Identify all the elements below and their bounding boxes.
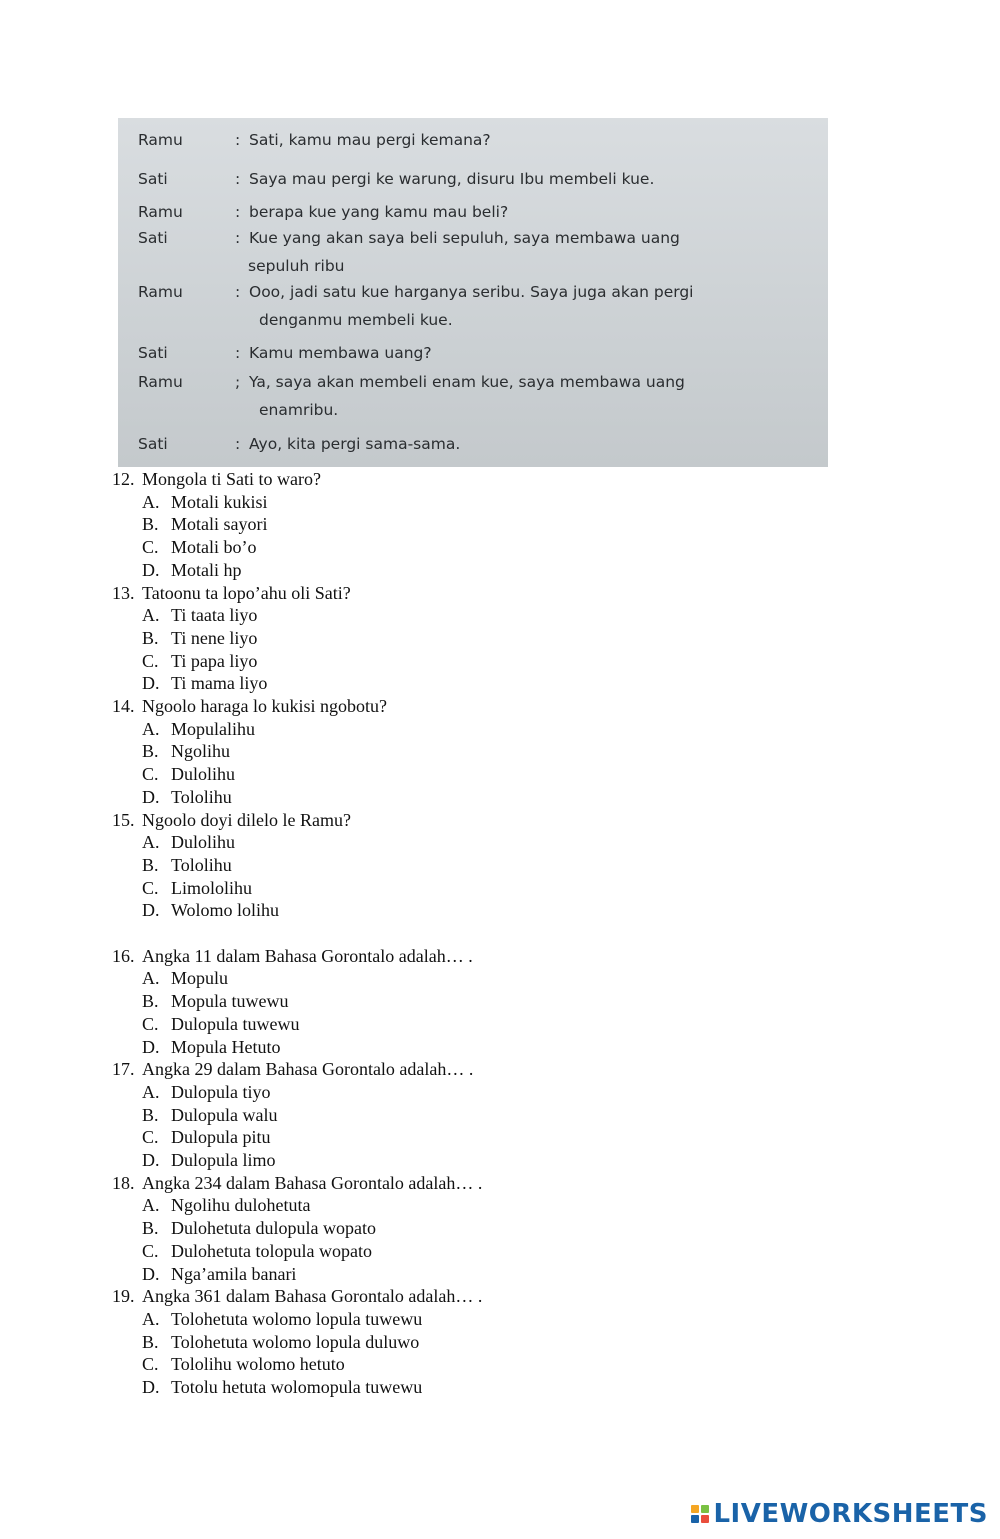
speaker-name: Sati bbox=[138, 435, 168, 453]
logo-square bbox=[691, 1515, 699, 1523]
dialog-text: Ooo, jadi satu kue harganya seribu. Saya juga akan pergi bbox=[249, 283, 694, 301]
question-list bbox=[112, 468, 812, 1399]
question-12 bbox=[112, 468, 812, 491]
option-letter: C. bbox=[142, 1127, 159, 1148]
speaker-colon: : bbox=[235, 283, 241, 301]
option-text: Mopulalihu bbox=[171, 718, 255, 739]
option-letter: C. bbox=[142, 537, 159, 558]
option-letter: D. bbox=[142, 1263, 160, 1284]
option-letter: B. bbox=[142, 1331, 159, 1352]
option-text: Ti mama liyo bbox=[171, 673, 268, 694]
dialog-text: Saya mau pergi ke warung, disuru Ibu membeli kue. bbox=[249, 170, 655, 188]
dialog-text-continued: denganmu membeli kue. bbox=[259, 311, 453, 329]
answer-option[interactable] bbox=[112, 1353, 812, 1376]
question-text: Tatoonu ta lopo’ahu oli Sati? bbox=[142, 582, 351, 603]
option-letter: D. bbox=[142, 1377, 160, 1398]
answer-option[interactable] bbox=[112, 1013, 812, 1036]
brand-text: LIVEWORKSHEETS bbox=[713, 1499, 988, 1529]
answer-option[interactable] bbox=[112, 786, 812, 809]
option-letter: A. bbox=[142, 491, 160, 512]
speaker-name: Sati bbox=[138, 344, 168, 362]
answer-option[interactable] bbox=[112, 740, 812, 763]
answer-option[interactable] bbox=[112, 763, 812, 786]
option-letter: C. bbox=[142, 1013, 159, 1034]
answer-option[interactable] bbox=[112, 1308, 812, 1331]
speaker-name: Sati bbox=[138, 229, 168, 247]
answer-option[interactable] bbox=[112, 1194, 812, 1217]
answer-option[interactable] bbox=[112, 1036, 812, 1059]
logo-square bbox=[701, 1505, 709, 1513]
answer-option[interactable] bbox=[112, 1149, 812, 1172]
question-15 bbox=[112, 809, 812, 832]
option-text: Dulolihu bbox=[171, 832, 236, 853]
option-text: Ngolihu bbox=[171, 741, 231, 762]
option-text: Tololihu wolomo hetuto bbox=[171, 1354, 345, 1375]
option-text: Mopulu bbox=[171, 968, 229, 989]
option-text: Dulopula tiyo bbox=[171, 1081, 271, 1102]
dialog-text-continued: enamribu. bbox=[259, 401, 339, 419]
option-letter: C. bbox=[142, 650, 159, 671]
option-letter: D. bbox=[142, 559, 160, 580]
answer-option[interactable] bbox=[112, 831, 812, 854]
answer-option[interactable] bbox=[112, 1081, 812, 1104]
option-text: Mopula Hetuto bbox=[171, 1036, 281, 1057]
option-text: Wolomo lolihu bbox=[171, 900, 280, 921]
speaker-colon: : bbox=[235, 203, 241, 221]
answer-option[interactable] bbox=[112, 877, 812, 900]
option-text: Tolohetuta wolomo lopula duluwo bbox=[171, 1331, 420, 1352]
option-letter: D. bbox=[142, 1150, 160, 1171]
question-18 bbox=[112, 1172, 812, 1195]
option-text: Motali bo’o bbox=[171, 537, 257, 558]
option-letter: D. bbox=[142, 900, 160, 921]
dialog-text: berapa kue yang kamu mau beli? bbox=[249, 203, 509, 221]
answer-option[interactable] bbox=[112, 559, 812, 582]
dialog-text: Kamu membawa uang? bbox=[249, 344, 432, 362]
option-text: Tololihu bbox=[171, 786, 232, 807]
answer-option[interactable] bbox=[112, 672, 812, 695]
answer-option[interactable] bbox=[112, 1217, 812, 1240]
option-text: Tololihu bbox=[171, 854, 232, 875]
question-text: Angka 29 dalam Bahasa Gorontalo adalah… . bbox=[142, 1059, 474, 1080]
speaker-colon: : bbox=[235, 170, 241, 188]
option-text: Ti nene liyo bbox=[171, 627, 258, 648]
option-letter: D. bbox=[142, 1036, 160, 1057]
speaker-colon: ; bbox=[235, 373, 241, 391]
option-text: Dulopula limo bbox=[171, 1150, 276, 1171]
logo-square bbox=[701, 1515, 709, 1523]
option-letter: C. bbox=[142, 764, 159, 785]
question-13 bbox=[112, 582, 812, 605]
question-19 bbox=[112, 1285, 812, 1308]
answer-option[interactable] bbox=[112, 1126, 812, 1149]
answer-option[interactable] bbox=[112, 650, 812, 673]
question-16 bbox=[112, 945, 812, 968]
answer-option[interactable] bbox=[112, 491, 812, 514]
question-text: Angka 11 dalam Bahasa Gorontalo adalah… . bbox=[142, 945, 473, 966]
option-text: Dulohetuta dulopula wopato bbox=[171, 1218, 376, 1239]
answer-option[interactable] bbox=[112, 536, 812, 559]
question-number: 14. bbox=[112, 696, 135, 717]
option-letter: D. bbox=[142, 786, 160, 807]
question-number: 16. bbox=[112, 945, 135, 966]
answer-option[interactable] bbox=[112, 990, 812, 1013]
option-letter: B. bbox=[142, 514, 159, 535]
option-letter: C. bbox=[142, 1240, 159, 1261]
dialog-text: Ayo, kita pergi sama-sama. bbox=[249, 435, 461, 453]
spacer bbox=[112, 922, 812, 945]
option-text: Ngolihu dulohetuta bbox=[171, 1195, 311, 1216]
dialog-text: Ya, saya akan membeli enam kue, saya membawa uang bbox=[249, 373, 685, 391]
option-text: Dulopula pitu bbox=[171, 1127, 271, 1148]
option-letter: A. bbox=[142, 968, 160, 989]
speaker-name: Ramu bbox=[138, 203, 183, 221]
question-number: 12. bbox=[112, 469, 135, 489]
dialog-text-continued: sepuluh ribu bbox=[248, 257, 345, 275]
answer-option[interactable] bbox=[112, 718, 812, 741]
question-text: Mongola ti Sati to waro? bbox=[142, 469, 321, 489]
option-letter: A. bbox=[142, 1081, 160, 1102]
option-letter: B. bbox=[142, 991, 159, 1012]
answer-option[interactable] bbox=[112, 1331, 812, 1354]
answer-option[interactable] bbox=[112, 627, 812, 650]
speaker-colon: : bbox=[235, 435, 241, 453]
speaker-name: Ramu bbox=[138, 373, 183, 391]
option-text: Limololihu bbox=[171, 877, 252, 898]
question-text: Ngoolo haraga lo kukisi ngobotu? bbox=[142, 696, 387, 717]
option-letter: B. bbox=[142, 627, 159, 648]
option-letter: A. bbox=[142, 1309, 160, 1329]
answer-option[interactable] bbox=[112, 1263, 812, 1286]
option-text: Nga’amila banari bbox=[171, 1263, 297, 1284]
option-letter: A. bbox=[142, 718, 160, 739]
answer-option[interactable] bbox=[112, 1376, 812, 1399]
option-letter: B. bbox=[142, 854, 159, 875]
option-letter: C. bbox=[142, 877, 159, 898]
answer-option[interactable] bbox=[112, 1104, 812, 1127]
logo-grid-icon bbox=[691, 1505, 709, 1523]
dialog-text: Sati, kamu mau pergi kemana? bbox=[249, 131, 491, 149]
option-letter: B. bbox=[142, 741, 159, 762]
question-number: 15. bbox=[112, 809, 135, 830]
option-letter: B. bbox=[142, 1218, 159, 1239]
question-17 bbox=[112, 1058, 812, 1081]
option-text: Motali sayori bbox=[171, 514, 268, 535]
answer-option[interactable] bbox=[112, 604, 812, 627]
liveworksheets-logo[interactable] bbox=[691, 1499, 988, 1529]
option-letter: A. bbox=[142, 605, 160, 626]
option-text: Motali hp bbox=[171, 559, 242, 580]
speaker-name: Ramu bbox=[138, 131, 183, 149]
question-number: 13. bbox=[112, 582, 135, 603]
answer-option[interactable] bbox=[112, 899, 812, 922]
answer-option[interactable] bbox=[112, 1240, 812, 1263]
speaker-colon: : bbox=[235, 344, 241, 362]
option-letter: A. bbox=[142, 832, 160, 853]
question-14 bbox=[112, 695, 812, 718]
speaker-name: Sati bbox=[138, 170, 168, 188]
speaker-colon: : bbox=[235, 229, 241, 247]
option-text: Dulolihu bbox=[171, 764, 236, 785]
question-text: Angka 234 dalam Bahasa Gorontalo adalah… . bbox=[142, 1172, 483, 1193]
option-text: Ti papa liyo bbox=[171, 650, 258, 671]
speaker-name: Ramu bbox=[138, 283, 183, 301]
answer-option[interactable] bbox=[112, 967, 812, 990]
option-text: Dulopula tuwewu bbox=[171, 1013, 300, 1034]
question-number: 19. bbox=[112, 1286, 135, 1307]
option-text: Dulohetuta tolopula wopato bbox=[171, 1240, 372, 1261]
answer-option[interactable] bbox=[112, 854, 812, 877]
option-text: Dulopula walu bbox=[171, 1104, 278, 1125]
question-text: Angka 361 dalam Bahasa Gorontalo adalah… . bbox=[142, 1286, 483, 1307]
speaker-colon: : bbox=[235, 131, 241, 149]
logo-square bbox=[691, 1505, 699, 1513]
answer-option[interactable] bbox=[112, 513, 812, 536]
option-letter: D. bbox=[142, 673, 160, 694]
question-number: 18. bbox=[112, 1172, 135, 1193]
option-letter: C. bbox=[142, 1354, 159, 1375]
option-text: Motali kukisi bbox=[171, 491, 268, 512]
option-text: Tolohetuta wolomo lopula tuwewu bbox=[171, 1309, 423, 1329]
option-text: Ti taata liyo bbox=[171, 605, 258, 626]
option-letter: A. bbox=[142, 1195, 160, 1216]
option-letter: B. bbox=[142, 1104, 159, 1125]
option-text: Mopula tuwewu bbox=[171, 991, 289, 1012]
option-text: Totolu hetuta wolomopula tuwewu bbox=[171, 1377, 423, 1398]
question-number: 17. bbox=[112, 1059, 135, 1080]
dialog-text: Kue yang akan saya beli sepuluh, saya membawa uang bbox=[249, 229, 680, 247]
question-text: Ngoolo doyi dilelo le Ramu? bbox=[142, 809, 351, 830]
dialog-image bbox=[118, 118, 828, 467]
